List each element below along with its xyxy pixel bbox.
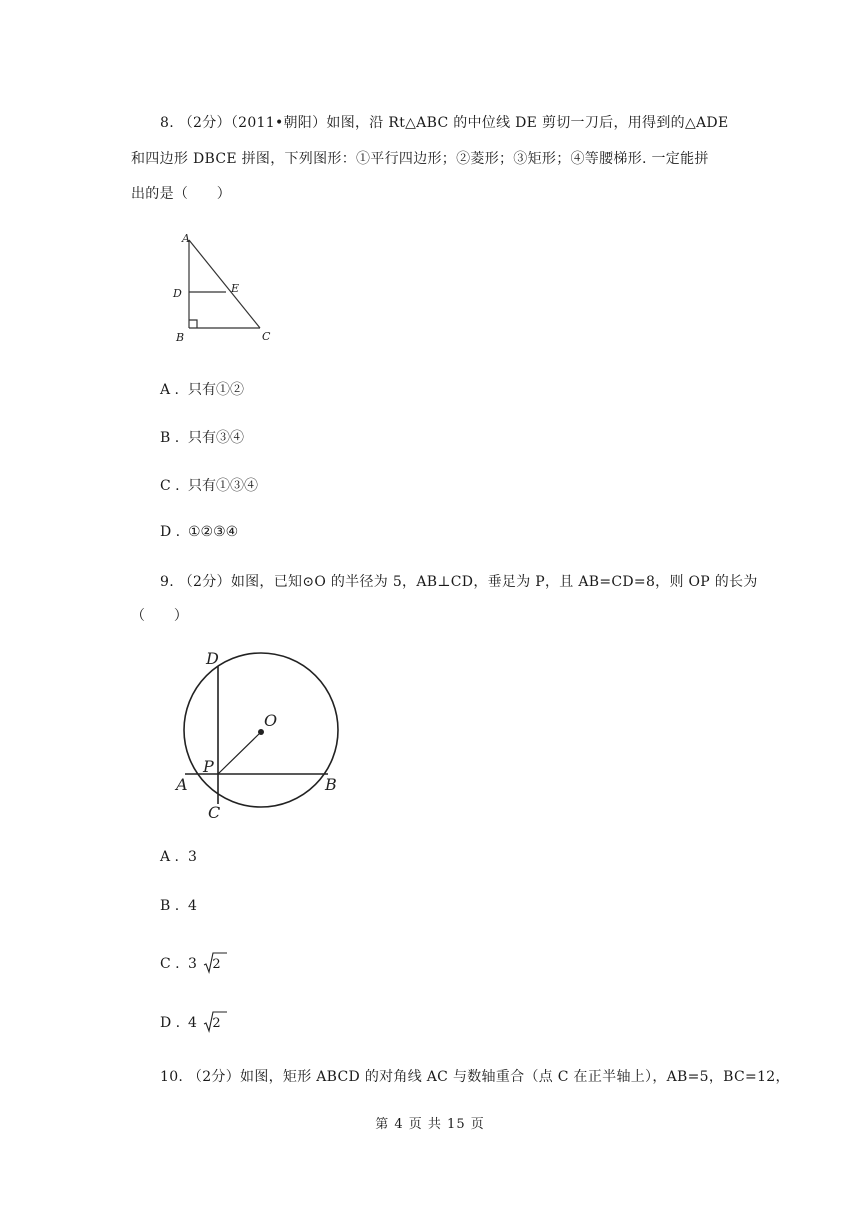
page-footer: 第 4 页 共 15 页 — [375, 1117, 485, 1132]
q8-option-c[interactable] — [160, 475, 258, 495]
label-b: B — [176, 331, 185, 344]
option-letter: D . — [160, 524, 181, 540]
option-letter: A . — [160, 382, 180, 398]
q8-line-3: 出的是（ ） — [131, 186, 232, 202]
label-d: D — [173, 287, 182, 300]
q8-option-b[interactable] — [160, 427, 244, 447]
sqrt-expression — [203, 1015, 220, 1031]
label-b: B — [325, 775, 337, 794]
radicand: 2 — [212, 1016, 221, 1031]
q8-option-d[interactable] — [160, 524, 238, 540]
right-angle-mark — [189, 320, 197, 328]
q8-option-a[interactable] — [160, 379, 244, 399]
radical-sign-icon — [203, 1011, 227, 1033]
q10-line-1: 10. （2分）如图，矩形 ABCD 的对角线 AC 与数轴重合（点 C 在正半轴上），AB=5，BC=12， — [160, 1069, 790, 1085]
q8-triangle-figure — [168, 228, 286, 348]
side-ac — [189, 240, 260, 328]
label-e: E — [231, 282, 240, 295]
option-letter: C . — [160, 478, 180, 494]
q8-line-2: 和四边形 DBCE 拼图，下列图形：①平行四边形；②菱形；③矩形；④等腰梯形. 一定能拼 — [131, 151, 709, 167]
option-text: 3 — [188, 956, 197, 972]
label-p: P — [203, 757, 214, 776]
q9-option-b[interactable] — [160, 898, 197, 914]
q9-circle-figure — [170, 644, 352, 824]
option-letter: D . — [160, 1015, 181, 1031]
option-text: 4 — [188, 898, 197, 914]
radicand: 2 — [212, 957, 221, 972]
q9-option-c[interactable] — [160, 956, 221, 972]
q9-line-1: 9. （2分）如图，已知⊙O 的半径为 5，AB⊥CD，垂足为 P，且 AB=CD=8，则 OP 的长为 — [160, 574, 758, 590]
option-letter: C . — [160, 956, 180, 972]
sqrt-expression — [203, 956, 220, 972]
option-letter: B . — [160, 898, 180, 914]
option-text: 只有①② — [188, 382, 244, 398]
label-a: A — [182, 232, 190, 245]
label-c: C — [208, 803, 221, 822]
option-letter: A . — [160, 849, 180, 865]
segment-op — [218, 732, 261, 774]
q9-option-a[interactable] — [160, 849, 197, 865]
option-text: 只有①③④ — [188, 478, 258, 494]
q9-option-d[interactable] — [160, 1015, 221, 1031]
q9-line-2: （ ） — [131, 608, 189, 624]
option-text: 只有③④ — [188, 430, 244, 446]
label-a: A — [176, 775, 188, 794]
label-c: C — [262, 330, 271, 343]
label-d: D — [206, 649, 219, 668]
option-text: ①②③④ — [188, 524, 239, 540]
q8-line-1: 8. （2分）（2011•朝阳）如图，沿 Rt△ABC 的中位线 DE 剪切一刀后，用得到的△ADE — [160, 115, 729, 131]
option-text: 3 — [188, 849, 197, 865]
radical-sign-icon — [203, 952, 227, 974]
option-text: 4 — [188, 1015, 197, 1031]
label-o: O — [264, 711, 278, 730]
option-letter: B . — [160, 430, 180, 446]
